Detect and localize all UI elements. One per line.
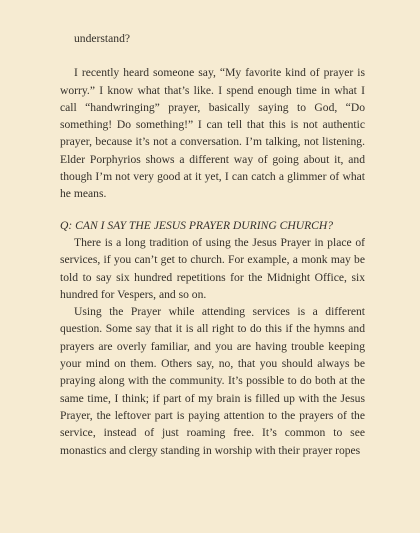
question-heading: Q: CAN I SAY THE JESUS PRAYER DURING CHURCH?: [60, 218, 334, 232]
paragraph-worry-prayer: I recently heard someone say, “My favorite kind of prayer is worry.” I know what that’s like. I spend enough time in what I call “handwringing” prayer, basically saying to God, “Do something! Do something!” I can tell that this is not authentic prayer, because it’s not a conversation. I’m talking, not listening. Elder Porphyrios shows a different way of going about it, and though I’m not very good at it yet, I can catch a glimmer of what he means.: [60, 66, 365, 201]
book-page: [60, 30, 365, 459]
section-gap: [60, 203, 365, 217]
paragraph-tradition: There is a long tradition of using the Jesus Prayer in place of services, if you can’t get to church. For example, a monk may be told to say six hundred repetitions for the Midnight Office, six hundred for Vespers, and so on.: [60, 235, 365, 301]
paragraph-gap: [60, 47, 365, 64]
paragraph-fragment: understand?: [74, 32, 131, 45]
paragraph-services: Using the Prayer while attending services is a different question. Some say that it is all right to do this if the hymns and prayers are overly familiar, and you are having trouble keeping your mind on them. Others say, no, that you should always be praying along with the community. It’s possible to do both at the same time, I think; if part of my brain is filled up with the Jesus Prayer, the leftover part is paying attention to the prayers of the service, instead of just roaming free. It’s common to see monastics and clergy standing in worship with their prayer ropes: [60, 305, 365, 457]
